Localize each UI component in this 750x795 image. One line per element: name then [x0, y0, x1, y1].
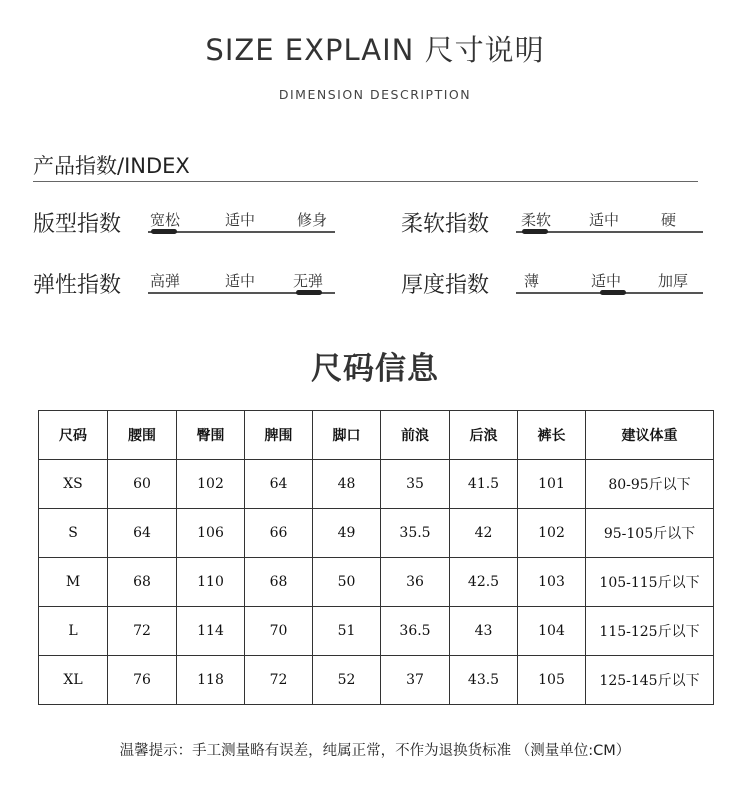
selected-marker	[296, 290, 322, 295]
table-cell: 110	[177, 558, 245, 607]
index-divider	[33, 181, 698, 182]
table-cell: 42	[450, 509, 518, 558]
table-cell: 104	[518, 607, 586, 656]
table-row	[39, 509, 714, 558]
table-cell: 43.5	[450, 656, 518, 705]
table-cell: XL	[39, 656, 108, 705]
table-cell: 41.5	[450, 460, 518, 509]
option-softness-soft: 柔软	[521, 211, 552, 229]
table-cell: 68	[245, 558, 313, 607]
table-cell: 80-95斤以下	[586, 460, 714, 509]
option-softness-hard: 硬	[661, 211, 677, 229]
table-cell: 51	[313, 607, 381, 656]
table-cell: 36.5	[381, 607, 450, 656]
table-cell: 66	[245, 509, 313, 558]
table-cell: 95-105斤以下	[586, 509, 714, 558]
table-cell: 35.5	[381, 509, 450, 558]
index-heading: 产品指数/INDEX	[33, 154, 190, 178]
header-weight: 建议体重	[586, 411, 714, 460]
table-cell: 72	[108, 607, 177, 656]
index-row-fit	[33, 207, 343, 247]
index-row-softness	[401, 207, 711, 247]
header-waist: 腰围	[108, 411, 177, 460]
selected-marker	[151, 229, 177, 234]
thickness-scale	[516, 268, 703, 304]
index-label-thickness: 厚度指数	[401, 273, 490, 298]
index-row-elasticity	[33, 268, 343, 308]
table-cell: 50	[313, 558, 381, 607]
table-cell: 48	[313, 460, 381, 509]
option-elasticity-medium: 适中	[225, 272, 256, 290]
fit-scale	[148, 207, 335, 243]
table-cell: 105-115斤以下	[586, 558, 714, 607]
table-cell: 64	[108, 509, 177, 558]
option-elasticity-none: 无弹	[293, 272, 324, 290]
selected-marker	[600, 290, 626, 295]
option-softness-medium: 适中	[589, 211, 620, 229]
page-title: SIZE EXPLAIN 尺寸说明	[205, 33, 545, 67]
table-cell: 105	[518, 656, 586, 705]
softness-scale	[516, 207, 703, 243]
table-row	[39, 558, 714, 607]
header-length: 裤长	[518, 411, 586, 460]
table-cell: 125-145斤以下	[586, 656, 714, 705]
option-thickness-thin: 薄	[524, 272, 540, 290]
measurement-note: 温馨提示：手工测量略有误差，纯属正常，不作为退换货标准 （测量单位:CM）	[119, 743, 631, 759]
table-header-row	[39, 411, 714, 460]
table-cell: 52	[313, 656, 381, 705]
table-row	[39, 607, 714, 656]
selected-marker	[522, 229, 548, 234]
table-cell: 70	[245, 607, 313, 656]
table-cell: 118	[177, 656, 245, 705]
option-fit-loose: 宽松	[150, 211, 181, 229]
table-cell: 102	[518, 509, 586, 558]
table-cell: 49	[313, 509, 381, 558]
table-cell: 43	[450, 607, 518, 656]
index-label-fit: 版型指数	[33, 212, 122, 237]
index-row-thickness	[401, 268, 711, 308]
table-cell: 103	[518, 558, 586, 607]
table-cell: 42.5	[450, 558, 518, 607]
table-cell: 114	[177, 607, 245, 656]
option-fit-slim: 修身	[297, 211, 328, 229]
option-fit-medium: 适中	[225, 211, 256, 229]
table-cell: 76	[108, 656, 177, 705]
table-cell: 115-125斤以下	[586, 607, 714, 656]
table-cell: S	[39, 509, 108, 558]
table-cell: 68	[108, 558, 177, 607]
index-label-softness: 柔软指数	[401, 212, 490, 237]
size-table	[38, 410, 714, 705]
table-cell: XS	[39, 460, 108, 509]
header-front-rise: 前浪	[381, 411, 450, 460]
size-info-title: 尺码信息	[311, 351, 439, 387]
table-cell: 64	[245, 460, 313, 509]
header-hem: 脚口	[313, 411, 381, 460]
table-cell: 102	[177, 460, 245, 509]
table-cell: 36	[381, 558, 450, 607]
index-label-elasticity: 弹性指数	[33, 273, 122, 298]
table-cell: M	[39, 558, 108, 607]
table-cell: 60	[108, 460, 177, 509]
table-cell: L	[39, 607, 108, 656]
table-cell: 37	[381, 656, 450, 705]
elasticity-scale	[148, 268, 335, 304]
table-cell: 106	[177, 509, 245, 558]
page-subtitle: DIMENSION DESCRIPTION	[278, 87, 472, 102]
table-cell: 35	[381, 460, 450, 509]
option-thickness-thick: 加厚	[658, 272, 689, 290]
option-elasticity-high: 高弹	[150, 272, 181, 290]
header-back-rise: 后浪	[450, 411, 518, 460]
table-row	[39, 656, 714, 705]
header-size: 尺码	[39, 411, 108, 460]
option-thickness-medium: 适中	[591, 272, 622, 290]
header-hip: 臀围	[177, 411, 245, 460]
table-cell: 101	[518, 460, 586, 509]
header-thigh: 脾围	[245, 411, 313, 460]
table-cell: 72	[245, 656, 313, 705]
table-row	[39, 460, 714, 509]
